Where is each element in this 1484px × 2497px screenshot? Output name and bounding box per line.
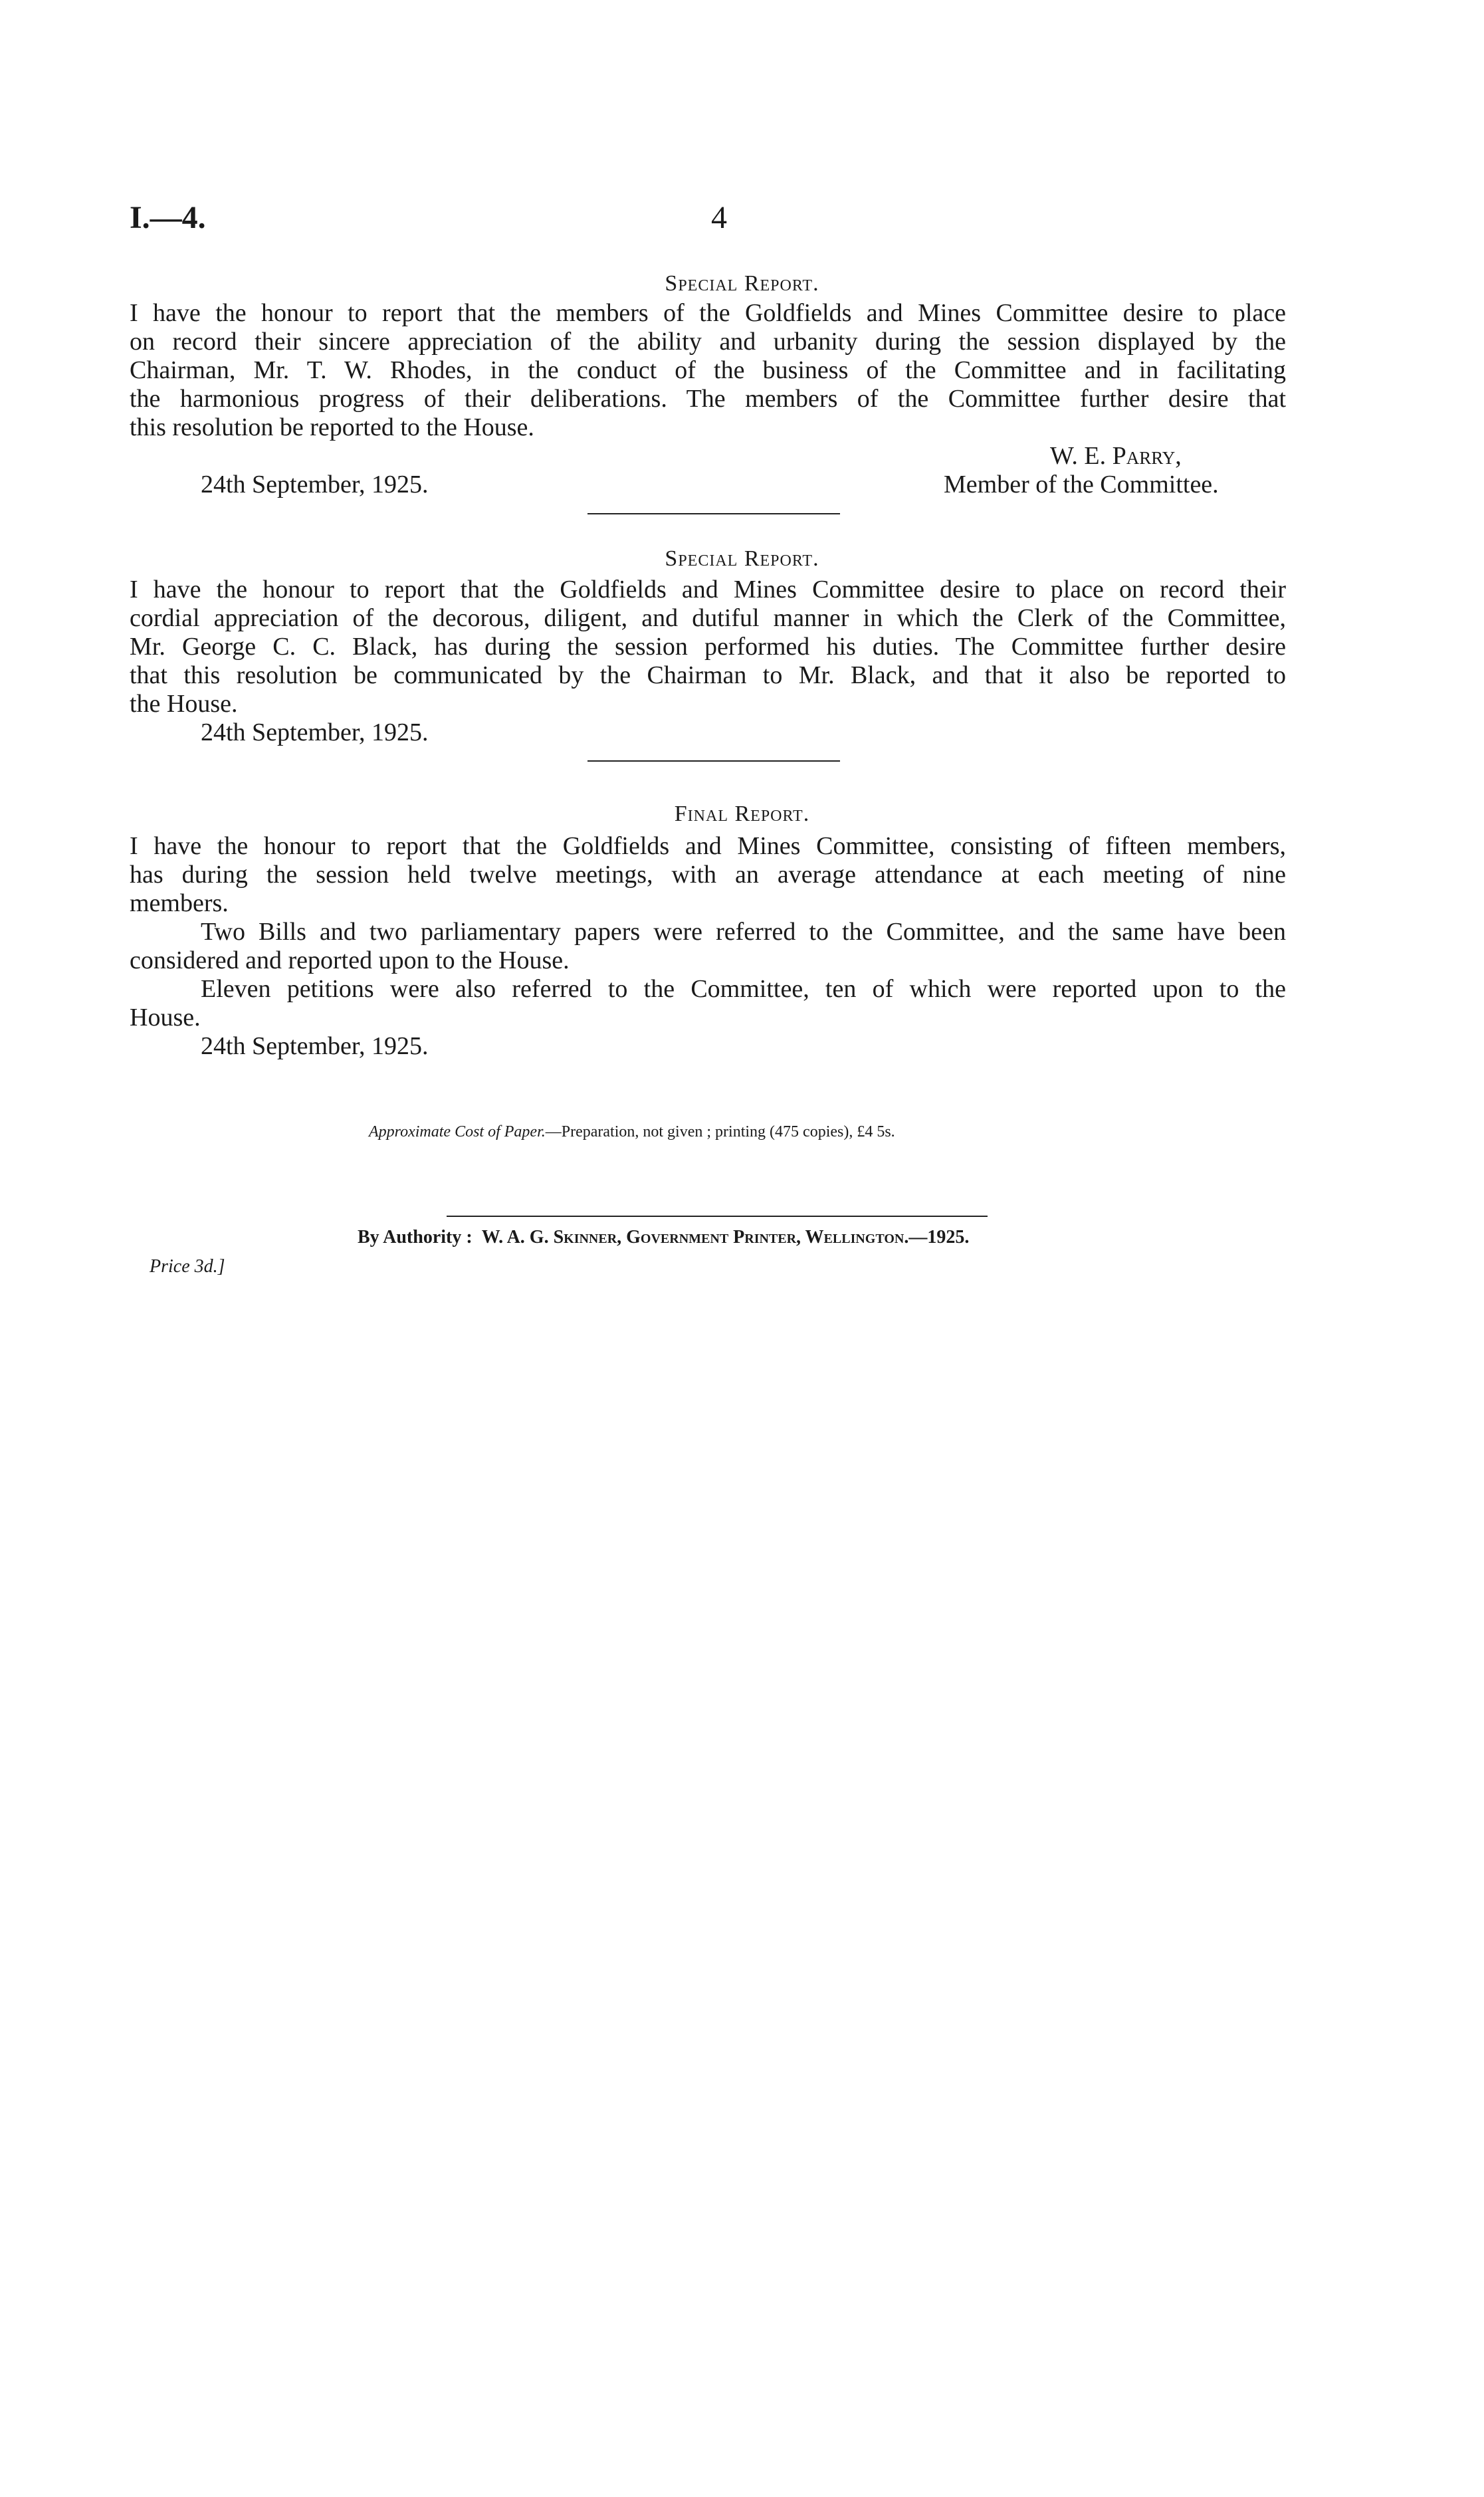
signatory-name: W. E. Parry, [1050,442,1182,470]
paragraph-line: the harmonious progress of their deliberations. The members of the Committee further desire that [130,385,1286,413]
authority-text: W. A. G. Skinner, Government Printer, Wellington.—1925. [481,1227,970,1248]
cost-text: —Preparation, not given ; printing (475 copies), £4 5s. [545,1123,895,1140]
cost-label: Approximate Cost of Paper. [369,1123,546,1140]
report-date: 24th September, 1925. [201,1032,429,1060]
paragraph-line: on record their sincere appreciation of the ability and urbanity during the session displayed by the [130,328,1286,356]
paragraph-line: I have the honour to report that the members of the Goldfields and Mines Committee desire to place [130,299,1286,327]
cost-note [369,1123,895,1141]
paragraph-line: Mr. George C. C. Black, has during the session performed his duties. The Committee further desire [130,633,1286,661]
paragraph-line: the House. [130,690,238,718]
section-heading: Special Report. [665,546,819,571]
signatory-title: Member of the Committee. [944,471,1219,498]
paragraph-line: Eleven petitions were also referred to the Committee, ten of which were reported upon to the [201,975,1286,1003]
paragraph-line: Two Bills and two parliamentary papers were referred to the Committee, and the same have been [201,918,1286,946]
authority-label: By Authority : [358,1227,473,1248]
report-date: 24th September, 1925. [201,718,429,746]
paragraph-line: cordial appreciation of the decorous, diligent, and dutiful manner in which the Clerk of the Committee, [130,604,1286,632]
section-divider [587,760,840,762]
paragraph-line: has during the session held twelve meetings, with an average attendance at each meeting of nine [130,861,1286,889]
page-number: 4 [711,200,727,235]
section-divider [587,513,840,514]
report-date: 24th September, 1925. [201,471,429,498]
paragraph-line: Chairman, Mr. T. W. Rhodes, in the conduct of the business of the Committee and in facilitating [130,356,1286,384]
section-heading: Special Report. [665,271,819,296]
price-note: Price 3d.] [150,1256,225,1277]
paragraph-line: considered and reported upon to the House. [130,946,570,974]
section-heading: Final Report. [674,802,810,826]
paragraph-line: members. [130,889,229,917]
paragraph-line: I have the honour to report that the Goldfields and Mines Committee, consisting of fifteen members, [130,832,1286,860]
paragraph-line: I have the honour to report that the Goldfields and Mines Committee desire to place on record their [130,576,1286,603]
document-reference: I.—4. [130,200,206,235]
footer-divider [447,1216,988,1217]
printing-authority [358,1227,969,1248]
paragraph-line: House. [130,1004,201,1031]
paragraph-line: this resolution be reported to the House. [130,413,534,441]
paragraph-line: that this resolution be communicated by the Chairman to Mr. Black, and that it also be reported to [130,661,1286,689]
